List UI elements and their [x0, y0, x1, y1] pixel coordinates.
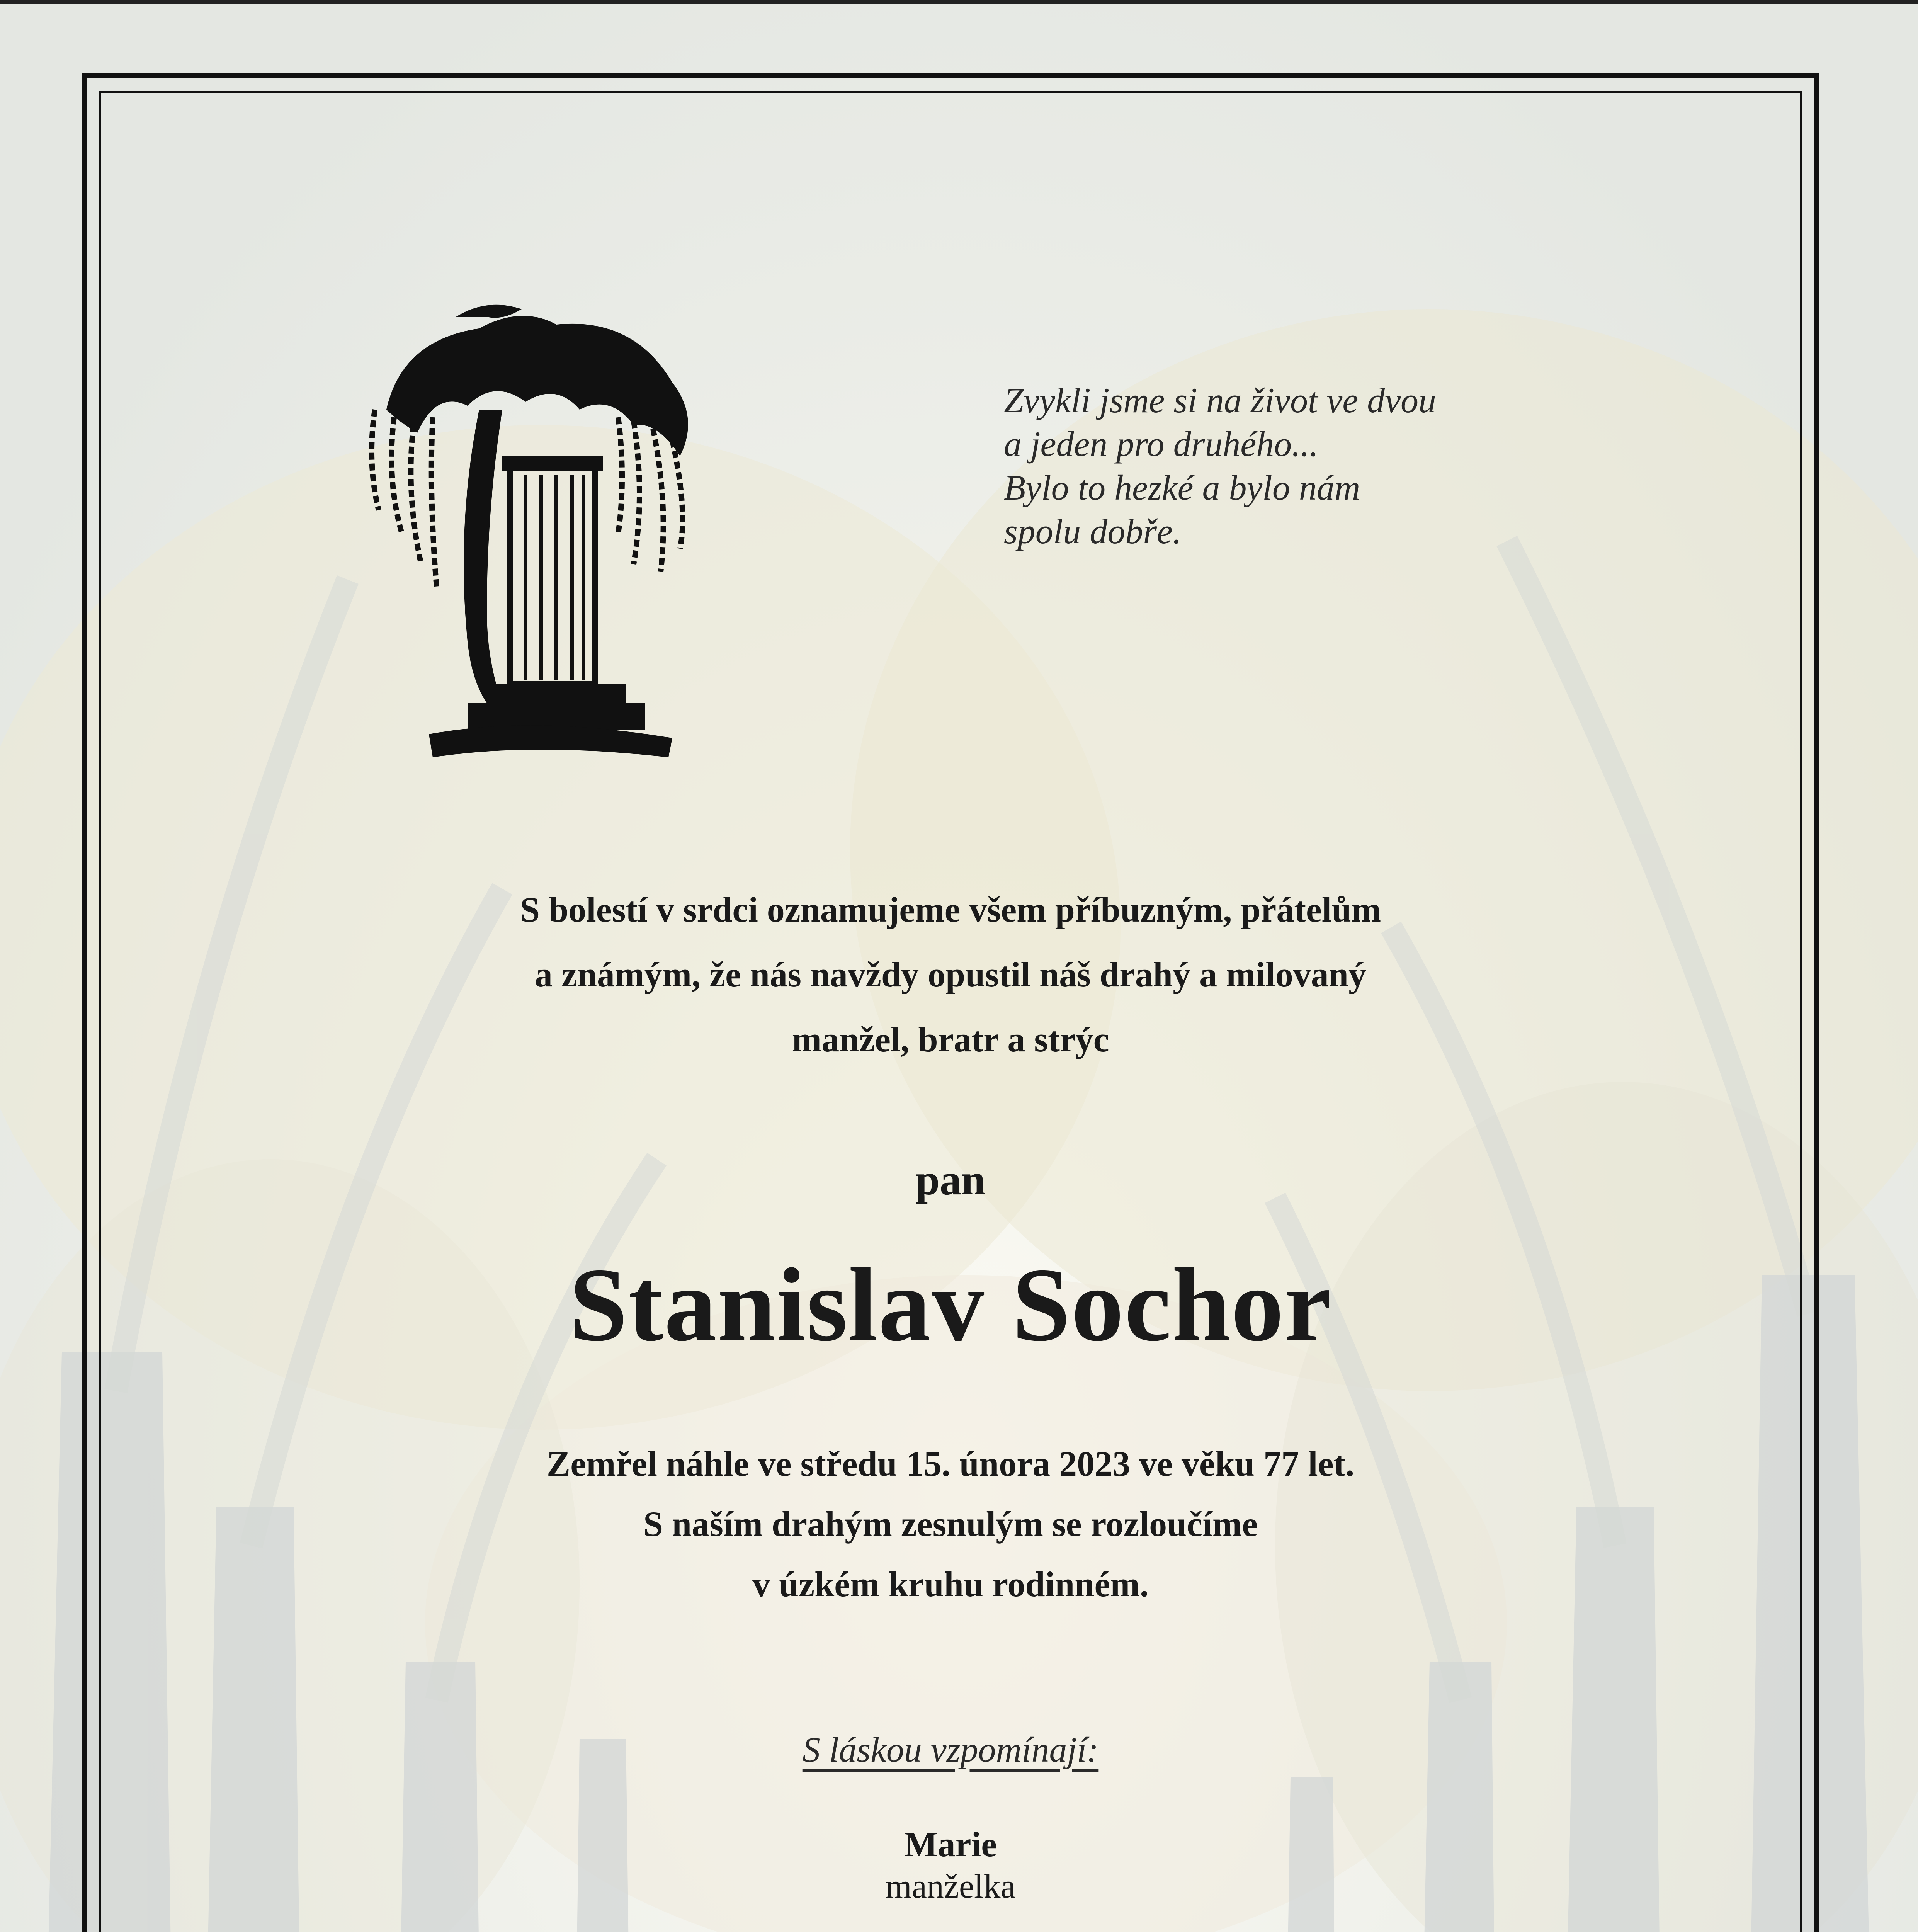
death-notice	[99, 1434, 1802, 1614]
announcement-line: manžel, bratr a strýc	[792, 1020, 1109, 1059]
mourner-name: Marie	[904, 1825, 997, 1864]
honorific-title: pan	[915, 1156, 986, 1204]
announcement-line: S bolestí v srdci oznamujeme všem příbuzným, přátelům	[520, 890, 1381, 929]
mourner-relation: manželka	[885, 1868, 1016, 1905]
poem	[1004, 379, 1583, 553]
willow-column-emblem	[340, 294, 723, 765]
poem-line: Bylo to hezké a bylo nám	[1004, 468, 1360, 507]
announcement-line: a známým, že nás navždy opustil náš drahý a milovaný	[534, 955, 1367, 994]
memory-heading-text: S láskou vzpomínají:	[802, 1730, 1099, 1769]
poem-line: a jeden pro druhého...	[1004, 424, 1319, 464]
poem-line: Zvykli jsme si na život ve dvou	[1004, 381, 1437, 420]
poem-line: spolu dobře.	[1004, 512, 1182, 551]
deceased-name: Stanislav Sochor	[569, 1247, 1332, 1363]
page-top-edge	[0, 0, 1918, 4]
death-notice-line: v úzkém kruhu rodinném.	[752, 1565, 1149, 1604]
announcement	[99, 877, 1802, 1072]
memory-heading	[99, 1729, 1802, 1770]
death-notice-line: S naším drahým zesnulým se rozloučíme	[643, 1504, 1258, 1544]
death-notice-line: Zemřel náhle ve středu 15. února 2023 ve věku 77 let.	[546, 1444, 1355, 1483]
